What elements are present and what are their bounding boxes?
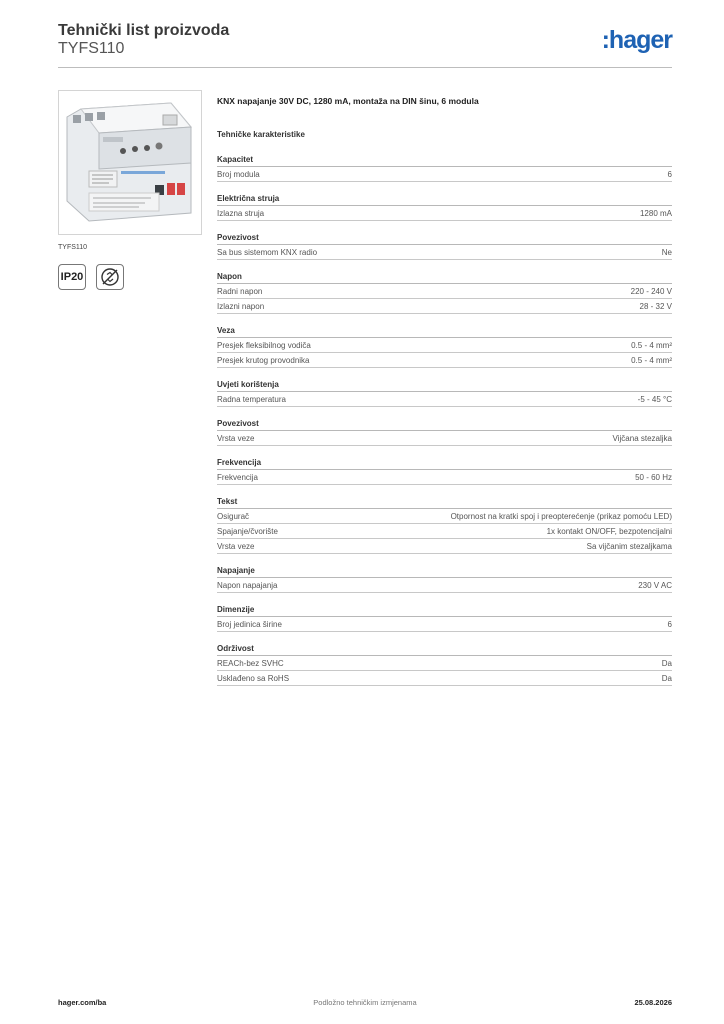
section-title: Održivost [217,642,672,656]
website-link[interactable]: hager.com/ba [58,998,107,1007]
spec-sections [217,153,672,696]
spec-section [217,324,672,378]
spec-section [217,192,672,231]
print-date: 25.08.2026 [634,998,672,1007]
spec-label: Spajanje/čvorište [217,526,278,536]
spec-label: Radni napon [217,286,263,296]
product-code: TYFS110 [58,40,125,57]
page-footer [58,991,672,1011]
section-title: Dimenzije [217,603,672,617]
spec-label: Izlazni napon [217,301,265,311]
section-title: Kapacitet [217,153,672,167]
spec-row [217,578,672,593]
spec-value: 0.5 - 4 mm² [631,355,672,365]
no-recycle-icon [96,264,124,290]
spec-label: Usklađeno sa RoHS [217,673,290,683]
spec-value: Da [661,673,672,683]
spec-value: 28 - 32 V [639,301,672,311]
spec-row [217,470,672,485]
section-spacer [217,260,672,270]
spec-row [217,206,672,221]
product-image [58,90,202,235]
spec-row [217,524,672,539]
spec-section [217,495,672,564]
spec-row [217,392,672,407]
spec-row [217,284,672,299]
spec-label: Sa bus sistemom KNX radio [217,247,318,257]
spec-label: Radna temperatura [217,394,286,404]
spec-row [217,671,672,686]
spec-label: Presjek fleksibilnog vodiča [217,340,311,350]
spec-section [217,270,672,324]
image-caption: TYFS110 [58,244,88,251]
spec-section [217,564,672,603]
spec-label: Izlazna struja [217,208,265,218]
section-spacer [217,554,672,564]
spec-section [217,378,672,417]
spec-label: Osigurač [217,511,250,521]
section-spacer [217,368,672,378]
spec-row [217,299,672,314]
document-title: Tehnički list proizvoda [58,22,230,39]
spec-section [217,603,672,642]
section-title: Uvjeti korištenja [217,378,672,392]
spec-value: 230 V AC [638,580,672,590]
spec-value: 1x kontakt ON/OFF, bezpotencijalni [546,526,672,536]
section-spacer [217,446,672,456]
section-spacer [217,182,672,192]
section-spacer [217,593,672,603]
section-title: Električna struja [217,192,672,206]
spec-label: REACh-bez SVHC [217,658,284,668]
spec-row [217,539,672,554]
section-title: Povezivost [217,231,672,245]
spec-row [217,431,672,446]
section-title: Veza [217,324,672,338]
spec-row [217,656,672,671]
section-title: Napon [217,270,672,284]
hager-logo: :hager [601,26,672,54]
section-spacer [217,314,672,324]
technical-content [217,96,672,696]
spec-value: Da [661,658,672,668]
ip-rating-badge: IP20 [58,264,86,290]
section-spacer [217,632,672,642]
section-spacer [217,686,672,696]
spec-value: 50 - 60 Hz [635,472,672,482]
spec-value: 220 - 240 V [630,286,672,296]
spec-value: 1280 mA [639,208,672,218]
spec-label: Vrsta veze [217,541,255,551]
section-spacer [217,407,672,417]
spec-label: Broj jedinica širine [217,619,282,629]
section-title: Napajanje [217,564,672,578]
din-rail-power-supply-image [59,91,202,235]
spec-row [217,338,672,353]
spec-value: 0.5 - 4 mm² [631,340,672,350]
spec-section [217,456,672,495]
section-spacer [217,485,672,495]
spec-value: Ne [661,247,672,257]
spec-value: -5 - 45 °C [637,394,672,404]
section-spacer [217,221,672,231]
spec-row [217,245,672,260]
spec-row [217,617,672,632]
spec-label: Presjek krutog provodnika [217,355,310,365]
spec-value: 6 [667,169,672,179]
page-header [58,20,672,68]
product-description: KNX napajanje 30V DC, 1280 mA, montaža na DIN šinu, 6 modula [217,96,479,106]
spec-label: Napon napajanja [217,580,278,590]
section-title: Tekst [217,495,672,509]
spec-label: Broj modula [217,169,260,179]
spec-section [217,417,672,456]
spec-value: Vijčana stezaljka [612,433,672,443]
spec-value: Sa vijčanim stezaljkama [586,541,672,551]
spec-label: Vrsta veze [217,433,255,443]
spec-value: 6 [667,619,672,629]
spec-section [217,642,672,696]
technical-characteristics-heading: Tehničke karakteristike [217,130,305,139]
spec-value: Otpornost na kratki spoj i preopterećenje (prikaz pomoću LED) [450,511,672,521]
spec-section [217,231,672,270]
footer-note: Podložno tehničkim izmjenama [313,998,417,1007]
section-title: Frekvencija [217,456,672,470]
section-title: Povezivost [217,417,672,431]
spec-section [217,153,672,192]
spec-row [217,167,672,182]
spec-row [217,353,672,368]
spec-row [217,509,672,524]
spec-label: Frekvencija [217,472,258,482]
